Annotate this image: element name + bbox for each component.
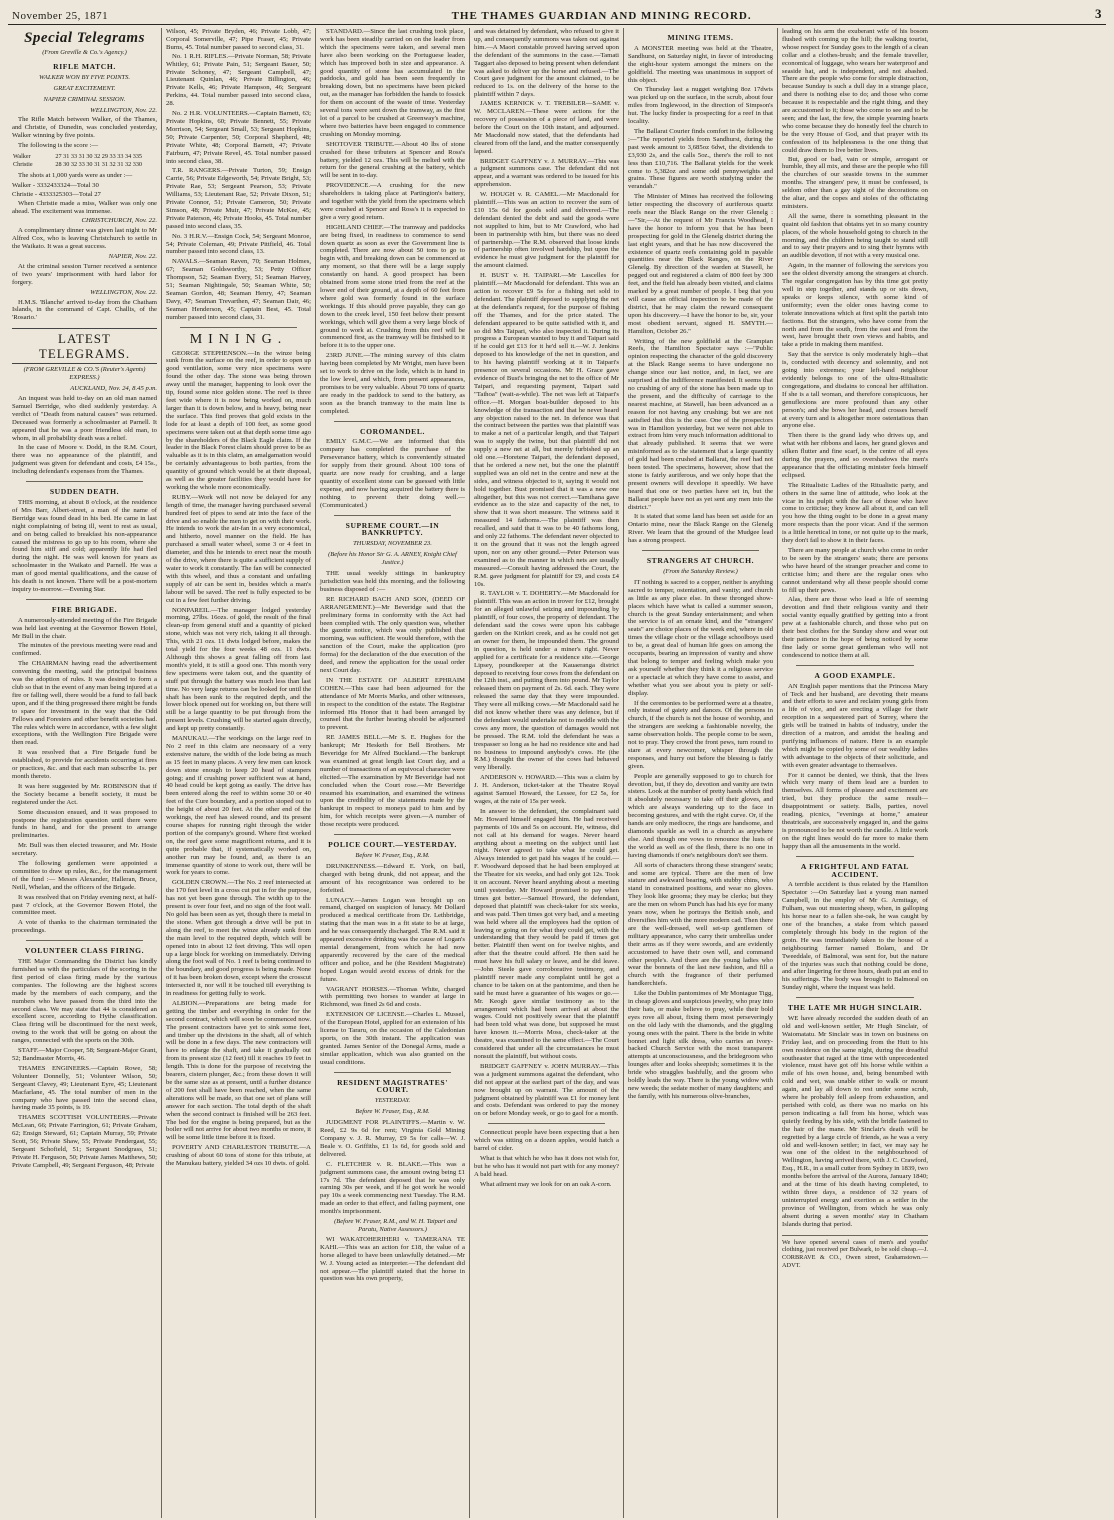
score-name: Walker (13, 153, 31, 161)
column-5 (624, 28, 778, 1518)
score-name: Christie (13, 160, 33, 168)
rifle-subheading-1: WALKER WON BY FIVE POINTS. (38, 73, 131, 81)
session-heading: NAPIER CRIMINAL SESSION. (43, 95, 126, 103)
late-sinclair-heading: THE LATE MR HUGH SINCLAIR. (787, 1003, 923, 1013)
score-line: Christie - 4333325303—Total 27 (12, 190, 101, 198)
paragraph: R. TAYLOR v. T. DOHERTY.—Mr Macdonald for plaintiff. This was an action in trover for £12, brought for an alleged unlawful seizing and impounding by plaintiff, of four cows, the property of defendant. The defendant said the cows were upon his cabbage garden on the Kirikiri creek, and as he could not get an owner for them, he impounded them. The ground in question, is held under a miner's right. Never applied for a certificate for a residence site.—George Lipsey, poundkeeper at the Kauaeranga district deposed to receiving four cows from the defendant on the 12th inst., and putting them into pound. Mr Taylor released them on payment of 2s. 6d. each. They were released the same day that they were impounded. They were all milking cows.—Mr Macdonald said he did not know whether there was any defence, but if the defendant would undertake not to meddle with the cows any more, the question of damages would not be pressed. The R.M. told the defendant he was a trespasser so long as he had no residence site and had no business to impound anybody's cows. He (the R.M.) thought the owner of the cows had behaved very liberally. (474, 590, 619, 772)
divider (334, 515, 451, 516)
paragraph: THIS morning, at about 8 o'clock, at the residence of Mrs Barr, Albert-street, a man of the name of Berridge was found dead in his bed. He came in last night complaining of being ill, went to rest as usual, and on being called to breakfast his non-appearance caused the mistress to go up to his room, where she found him stiff and cold; apparently life had fled during the night. He was well known for years as schoolmaster in the Waikato and Parnell. He was a man of good mental qualifications, and the cause of his death is not known. There will be a post-mortem inquiry to-morrow.—Evening Star. (12, 498, 157, 593)
score-values: 27 31 33 31 30 32 29 33 33 34 335 (55, 153, 143, 161)
paragraph: JUDGMENT FOR PLAINTIFFS.—Martin v. W. Reed, £2 9s 6d for rent; Virginia Gold Mining Company v. J. R. Murray, £9 5s for calls—W. J. Beale v. O. Griffiths, £1 1s 6d, for goods sold and delivered. (320, 1119, 465, 1158)
paragraph: H. BUST v. H. TAIPARI.—Mr Lascelles for plaintiff.—Mr Macdonald for defendant. This was an action to recover £9 5s for a fishing net sold to defendant. The plaintiff deposed to supplying the net at the defendant's request, for the purpose of fishing off the Thames, and for the price stated. The defendant appeared to be quite satisfied with it, and so did Mrs Taipari, who also inspected it. During its progress a European wanted to buy it and Taipari said if he could get £13 for it he'd sell it.—W. J. Jenkins deposed to his knowledge of the net in question, and to his having plaintiff working at it in Taipari's presence on several occasions. Mr H. Grace gave evidence of Bust's bringing the net to the office of Mr Taipari, and requesting payment, Taipari said "Taihoa" (wait-a-while). The net was left at Taipari's office.—H. Morgan boat-builder deposed to his knowledge of the transaction and that he never heard any objection raised to the net. In defence was that the contract between the parties was that plaintiff was to make a net of a particular length, and that Taipari was to supply the twine, but that plaintiff did not supply a new net at all, but merely furbished up an old one.—Horetene Taipari, the defendant deposed, that he ordered a new net, but the one the plaintiff supplied was an old net in the centre and new at the sides, and witness objected to it, saying it would not hold together. Bust promised that it was a new one altogether, but this was not correct.—Tamihana gave evidence as to the size and capacity of the net, to show that it was short measure. The witness said it measured 14 fathoms.—The plaintiff was then recalled, and said that it was to be 40 fathoms long, and only 22 fathoms. The defendant never objected to it on the ground that it was not the length agreed upon, nor on any other ground.—Peter Peterson was examined as to the manner in which nets are usually measured.—Consult having addressed the Court, the R.M. gave judgment for plaintiff for £9, and costs £4 10s. (474, 272, 619, 588)
paragraph: EXTENSION OF LICENSE.—Charles L. Mussel, of the European Hotel, applied for an extension of his license to Tararu, on the occasion of the Caledonian sports, on the 30th instant. The application was granted. James Senior of the Donegal Arms, made a similar application, which was also granted on the usual conditions. (320, 1011, 465, 1066)
paragraph: It is stated that some land has been set aside for an Ontario mine, near the Black Range on the Glenelg River. We learn that the ground of the Mudgee lead has a strong prospect. (628, 513, 773, 545)
paragraph: At the criminal session Turner received a sentence of two years' imprisonment with hard labor for forgery. (12, 262, 157, 286)
paragraph: In answer to the defendant, the complainant said Mr. Howard himself engaged him. He had received payments of 10s and 5s on account. He, witness, did not call at his demand for wages. Never heard anything about a meeting on the subject until last night. Never agreed to take what he could get. Always intended to get paid his wages if he could.—F. Woodward deposed that he had been employed at the Theatre for six weeks, and had only got 12s. Took it on account. Never heard anything about a meeting until yesterday. Mr Howard promised to pay when times got better.—Samuel Howard, the defendant, deposed that plaintiff was check-taker for six weeks, and was paid. Then times got very bad, and a meeting was held where all the employees had the option of leaving or going on for what they could get, with the understanding that they would be paid if times got better. Plaintiff then went on for twelve nights, and after that the theatre could afford. He then said he must have his full salary or leave, and he did leave. —John Steele gave corroborative testimony, and plaintiff never made any complaint until he got a chance to be taken on at the pantomime, and then he said he must have a guarantee of his wages or go.—Mr. Keogh gave similar testimony as to the arrangement which had been arrived at about the wages. Could not positively swear that the plaintiff had been told what was done, but supposed he must have known it.—Morris Moss, check-taker at the theatre, was examined to the same effect.—The Court considered that under all the circumstances he must nonsuit the plaintiff, but without costs. (474, 807, 619, 1060)
paragraph: WI WAKATOHERIHERI v. TAMERANA TE KAHI.—This was an action for £18, the value of a horse alleged to have been unlawfully detained.—Mr W. J. Young acted as interpreter.—The defendant did not appear.—The plaintiff stated that the horse in question was his own property, (320, 1235, 465, 1283)
good-example-heading: A GOOD EXAMPLE. (814, 670, 896, 680)
latest-telegrams-heading: LATEST TELEGRAMS. (12, 328, 157, 364)
paragraph: AN English paper mentions that the Princess Mary of Teck and her husband, are devoting their means and their efforts to save and reclaim young girls from a life of vice, and are erecting a village for their reception in a sequestered part of Surrey, where the girls will be trained in habits of industry, under the direction of a matron, and amidst the healing and purifying influences of nature. Here is an example which might be copied by some of our wealthy ladies with advantage to the objects of their solicitude, and with even greater advantage to themselves. (782, 682, 928, 769)
special-telegrams-heading: Special Telegrams (24, 30, 145, 46)
paragraph: T.R. RANGERS.—Private Turton, 59; Ensign Carrie, 56; Private Edgeworth, 54; Private Bright, 53; Private Rae, 53; Sergeant Pearson, 53; Private Williams, 53; Lieutenant Rae, 52; Private Dixon, 51; Private Connor, 51; Private Cameron, 50; Private Simson, 48; Private Muir, 47; Private McKee, 45; Private Paterson, 46; Private Hooks, 45. Total number passed into second class, 35. (166, 167, 311, 230)
rifle-match-heading: RIFLE MATCH. (53, 61, 116, 71)
coromandel-heading: COROMANDEL. (359, 426, 426, 436)
paragraph: ANDERSON v. HOWARD.—This was a claim by J. H. Anderson, ticket-taker at the Theatre Royal against Samuel Howard, the Lessee, for £2 5s, for wages, at the rate of 15s per week. (474, 774, 619, 805)
clothing-advertisement: We have opened several cases of men's and youths' clothing, just received per Bulwark, to be sold cheap.—J. CORBRAVE & CO., Owen street, Grahamstown.—ADVT. (782, 1235, 928, 1271)
paragraph: Then there is the grand lady who drives up, and what with her ribbons and laces, her grand gloves and silken flutter and fine scarf, is the centre of all eyes during the prayers, and so overshadows the men's appearance that the officiating minister feels himself eclipsed. (782, 432, 928, 479)
paragraph: STANDARD.—Since the last crushing took place, work has been steadily carried on on the leader from which the specimens were taken, and several men have also been working on the Portuguese leader, which has improved both in size and appearance. A good quantity of stone has accumulated in the paddocks, and gold has been seen frequently in breaking down, but no specimens have been picked out, as the manager has forbidden the hands to fossick for them on account of the waste of time. Yesterday several tons were sent down the tramway, as the first lot of a parcel to be crushed at Greenway's machine, where two batteries have been engaged to commence crushing on Monday morning. (320, 28, 465, 138)
paragraph: RUBY.—Work will not now be delayed for any length of time, the manager having purchased several hundred feet of pipes to send air into the face of the drive and so enable the men to get on with their work. He intends to work the air-fan in a very economical, and hitherto, novel manner on the field. He has purchased a small water wheel, some 3 or 4 feet in diameter, and this he intends to erect near the mouth of the drive, where there is quite a sufficient supply of water to work it constantly. The fan will be connected with this wheel, and thus a constant and unfailing supply of air can be sent in, besides which a man's labour will be saved. The reef is fully expected to be cut in a few feet further driving. (166, 493, 311, 604)
divider (488, 1123, 605, 1124)
paragraph: Writing of the new goldfield at the Grampian Reefs, the Hamilton Spectator says :—"Public opinion respecting the character of the gold discovery at the Black Range seems to have undergone no change since our last notice, and, in fact, we are surprised at the indifference manifested. It seems that no crushing of any of the stone has been made up to the present, and the difficulty of carriage to the nearest machine, at Stawell, has been advanced as a reason for not having any crushing; but we are not satisfied that this is the case. One of the prospectors was in Hamilton yesterday, but we were not able to extract from him very much information additional to that already published. It seems that we were misinformed as to the statement that a large quantity of gold had been crushed at Ballarat, the reef had not been tested. The specimens, however, show that the stone is fairly auriferous, and we only hope that the present owners will develope it speedily. We have heard that one or two parties have set in, but the Ballarat people have not as yet sent any men into the district." (628, 337, 773, 511)
paragraph: A complimentary dinner was given last night to Mr Alfred Cox, who is leaving Christchurch to settle in the Waikato. It was a great success. (12, 227, 157, 251)
paragraph: Alas, there are those who lead a life of seeming devotion and find their religious vanity and their social vanity equally gratified by getting into a front pew at a fashionable church, and those who put on their best clothes for the Sunday show and wear out their patience in the hope of being noticed by some fine lady or some great gentleman who will not condescend to notice them at all. (782, 596, 928, 659)
score-line: Walker - 3332433324—Total 30 (12, 181, 99, 189)
divider (334, 834, 451, 835)
table-row (12, 161, 157, 169)
paragraph: W. HOUGH v. R. CAMEL.—Mr Macdonald for plaintiff.—This was an action to recover the sum of £10 15s 6d for goods sold and delivered.—The defendant denied the debt and said the goods were not supplied to him, but to Mr Crawford, who had been in partnership with him, but there was no deed of partnership.—The R.M. observed that loose kinds of partnership often involved hardship, but upon the evidence he must give judgment for the plaintiff for the amount claimed. (474, 191, 619, 270)
score-values: 28 30 32 33 30 31 31 32 31 32 330 (55, 160, 143, 168)
paragraph: Like the Dublin pantomimes of Mr Montague Tigg, in cheap gloves and suspicious jewelry, who pray into their hats, or make believe to pray, while their bold eyes rove all about, fixing them most perseveringly on the old lady with the diamonds, and the giggling young ones with the paint. There is the bride in white bonnet and light silk dress, who carries an ivory-backed Church Service with the most transparent attempts at unconsciousness, and the bridegroom who lounges after and looks sheepish; sometimes it is the bride who straggles bashfully, and the groom who boldly leads the way. There is the young widow with new weeds; the sedate mother of many daughters; and the family, with his numerous olive-branches, (628, 990, 773, 1100)
paragraph: LUNACY.—James Logan was brought up on remand, charged on suspicion of lunacy. Mr Dollard produced a medical certificate from Dr. Lethbridge, stating that the man was in a fit state to be at large, and he was consequently discharged. The R.M. said it appeared excessive drinking was the cause of Logan's mental derangement, from which he had now apparently recovered by the care of the medical officer and police, and he (the Resident Magistrate) hoped Logan would avoid excess of drink for the future. (320, 896, 465, 983)
paragraph: leading on his arm the exuberant wife of his bosom flushed with coming up the hill; the walking tourist, whose respect for Sunday goes to the length of a clean collar and a clothes-brush; and the female traveller, economical of luggage, who wears her waterproof and seaside hat, and is independent, and not abashed. There are the people who come for simple distraction, because Sunday is such a dull day in a strange place, and there is nothing else to do; and those who come because it is respectable and the right thing, and they are accustomed to it; those who come to see and to be seen; and the last, the few, the simple yearning hearts who come because they do honestly feel the church to be the very House of God, and that prayer with its confession of its helplessness is the one thing that could draw them to live better lives. (782, 28, 928, 154)
paragraph: EMILY G.M.C.—We are informed that this company has completed the purchase of the Perseverance battery, which is conveniently situated for supply from their ground. About 100 tons of quartz are now ready for crushing, and a large quantity of excellent stone can be guessed with little expense, and now having acquired the battery there is nothing to prevent their doing well.—(Communicated.) (320, 438, 465, 509)
paragraph: In the case of Moore v. Dodd, in the R.M. Court, there was no appearance of the plaintiff, and judgment was given for defendant and costs, £4 15s., including defendant's expenses from the Thames. (12, 444, 157, 476)
divider (796, 665, 914, 666)
paragraph: (Before W. Fraser, R.M., and W. H. Taipari and Paratu, Native Assessors.) (334, 1218, 457, 1233)
paragraph: GEORGE STEPHENSON.—In the winze being sunk from the surface on the reef, in order to open up good ventilation, some very nice specimens were found the other day. The stone was being thrown away until the manager, happening to look over the tip, found some nice golden stone. The reef is three feet wide where it is now being worked on, much larger than it is down below, and is heavy, being near the surface. This find proves that gold exists in the lode for at least a depth of 100 feet, as some good specimens were taken out at that depth some time ago by the shareholders of the Black Eagle claim. If the leader in the Black Forest claim should prove to be as valuable as it is in this claim, an amalgamation would be certainly advantageous to both parties, from the quantity of ground which would be at their disposal, as well as the greater facilities they would have for working the whole more economically. (166, 349, 311, 491)
mining-heading: MINING. (189, 331, 288, 347)
paragraph: The shots at 1,000 yards were as under :— (18, 171, 133, 179)
sudden-death-heading: SUDDEN DEATH. (49, 487, 120, 497)
dateline: WELLINGTON, Nov. 22. (90, 106, 157, 114)
paragraph: The CHAIRMAN having read the advertisement convening the meeting, said the principal business was the adoption of rules. It was desired to form a club so that in the event of any man being injured at a fire or falling well, there would be a fund to fall back upon, and if the thing progressed there might be funds to spare for investment in the way that the Odd Fellows and Foresters and other benefit societies had. The rules which were in accordance, with a few slight exceptions, with the Wellington Fire Brigade were then read. (12, 660, 157, 747)
paragraph: RE JAMES BELL.—Mr S. E. Hughes for the bankrupt; Mr Hesketh for Bell Brothers. Mr Beveridge for Mr Alfred Buckland.—The bankrupt was examined at great length last Court day, and a number of transactions of an equivocal character were elicited.—The examination by Mr Beveridge had not concluded when the Court rose.—Mr Beveridge resumed his examination, and examined the witness upon the credibility of the statements made by the bankrupt in respect to moneys paid to him and by him, for which receipts were given.—A number of those receipts were produced. (320, 734, 466, 829)
paragraph: MANUKAU.—The workings on the large reef in No 2 reef in this claim are necessary of a very extensive nature, the width of the lode being as much as 15 feet in many places. A very few men can knock down stone enough to keep 20 head of stampers going; and if crushing power sufficient was at hand, 40 head could be kept going as easily. The drive has been entered along the reef to within some 30 or 40 feet of the Cure boundary, and a portion stoped out to the height of about 20 feet. At the other end of the workings, the reef has slewed round, and its present course shapes for running right through the wider portion of the company's ground. Where first worked on, the reef gave some magnificent returns, and it is quite probable that, if systematically worked on, another run may be found, and, as there is an immense quantity of stone to work out, there will be work for years to come. (166, 735, 311, 877)
page-number: 3 (1095, 6, 1102, 21)
volunteer-heading: VOLUNTEER CLASS FIRING. (24, 946, 145, 956)
paragraph: But, good or bad, vain or simple, arrogant or humble, they all mix, and these are the people who fill the churches of our seaside towns in the summer months. The strangers' pew, it must be confessed, is seldom other than a gay sight of the decorations on the altar, and the copes and stoles of the officiating ministers. (782, 155, 928, 210)
paragraph: POVERTY AND CHARLESTON TRIBUTE.—A crushing of about 60 tons of stone for this tribute, at the Manukau battery, yielded 34 ozs 10 dwts. of gold. (166, 1144, 311, 1168)
paragraph: The Rifle Match between Walker, of the Thames, and Christie, of Dunedin, was concluded yesterday, Walker winning by five points. (12, 116, 157, 140)
paragraph: THAMES SCOTTISH VOLUNTEERS.—Private McLean, 66; Private Farrington, 61; Private Graham, 62; Ensign Steward, 61; Captain Murray, 59; Private Scott, 56; Private Shaw, 55; Private Pendergast, 55; Sergeant Schofield, 51; Sergeant Snodgrass, 51; Private H. Ferguson, 50; Private James Matthews, 50; Private Campbell, 49; Sergeant Ferguson, 48; Private (12, 1114, 157, 1169)
paragraph: A numerously-attended meeting of the Fire Brigade was held last evening at the Governor Bowen Hotel, Mr Bull in the chair. (12, 616, 157, 640)
paragraph: BRIDGET GAFFNEY v. J. MURRAY.—This was a judgment summons case. The defendant did not appear, and a warrant was ordered to be issued for his apprehension. (474, 157, 619, 189)
paragraph: For it cannot be denied, we think, that the lives which very many of them lead are a burden to themselves. All forms of pleasure and excitement are tried, but they produce the same result—disappointment or satiety. Balls, parties, novel reading, picnics, "evenings at home," amateur theatricals, are successively engaged in, and the gains is pronounced to be not worth the candle. A little work on the right lines would do far more to make them happy than all the amusements in the world. (782, 771, 928, 850)
table-row (12, 153, 157, 161)
paragraph: THE Major Commanding the District has kindly furnished us with the particulars of the scoring in the first period of class firing made by the various companies. The following are the highest scores made by the members of each company, and the numbers who have passed from the third into the second class. We may state that 44 is considered an excellent score, according to Hythe classification. Class firing will be discontinued for the next week, owing to the work that will be going on about the ranges, connected with the sports on the 30th. (12, 958, 157, 1045)
column-3 (316, 28, 470, 1518)
paragraph: 23RD JUNE.—The mining survey of this claim having been completed by Mr Wright, men have been set to work to drive on the lode, which is in hand in the low level, and which, from present appearances, promises to be very valuable. About 70 tons of quartz are ready in the paddock to send to the battery, as soon as the branch tramway to the main line is completed. (320, 352, 465, 415)
paragraph: No. 3 H.R.V.—Ensign Cock, 54; Sergeant Monroe, 54; Private Coleman, 49; Private Pittfield, 46. Total number passed into second class, 13. (166, 232, 311, 256)
paragraph: Mr. Bull was then elected treasurer, and Mr. Hosie secretary. (12, 842, 157, 858)
paragraph: RE RICHARD BACH AND SON, (DEED OF ARRANGEMENT.)—Mr Beveridge said that the preliminary forms in conformity with the Act had been complied with. The only question was, whether the gazette notice, which was only published that morning, was sufficient. He would therefore, with the sanction of the Court, make the application (pro forma) for the declaration of the due execution of the deed, and renew the application for the usual order next Court day. (320, 595, 465, 674)
supreme-court-date: THURSDAY, NOVEMBER 23. (353, 540, 432, 548)
strangers-heading: STRANGERS AT CHURCH. (646, 556, 755, 566)
paragraph: The following gentlemen were appointed a committee to draw up rules, &c., for the management of the fund :— Messrs Alexander, Halleran, Bruce, Neill, Whelan, and the officers of the Brigade. (12, 860, 157, 891)
resident-before: Before W. Fraser, Esq., R.M. (355, 1108, 430, 1116)
resident-subheading: YESTERDAY. (374, 1097, 411, 1105)
paragraph: Again, in the manner of following the services you see the oldest diversity among the strangers at church. The regular congregation has by this time got pretty well in step together, and stands up or sits down, speaks or keeps silence, with some kind of uniformity; even the older ones having come to tolerate innovations which at first split the parish into factions. But the strangers, who have come from the north and from the south, from the east and from the west, have brought their own views and habits, and take a pride in making them manifest. (782, 262, 928, 349)
paragraph: HIGHLAND CHIEF.—The tramway and paddocks are being fixed, in readiness to commence to send down quartz as soon as ever the Government line is completed. There are now about 50 tons to go to begin with, and breaking down can be commenced at any moment, so that there will be a large supply constantly on hand. A good prospect has been obtained from some stone tried from the reef at the lower end of their ground, at a depth of 60 feet from where gold was formerly found in the surface workings. If this should prove payable, they can go down to the creek level, 150 feet below their present workings, which will give them a very large block of ground to work at. Crushing from this reef will be commenced first, as the tramway will be finished to it before it is to the upper one. (320, 223, 465, 350)
divider (642, 550, 759, 551)
masthead (8, 4, 1106, 25)
paragraph: Say that the service is only moderately high—that is, conducted with decency and solemnity, and not going into extremes; your left-hand neighbour evidently belongs to one of the ultra-Ritualistic congregations, and disdains to conceal her affiliation. If she is a tall woman, and therefore conspicuous, her genuflexions are more profound than any other person's; and she bows her head, and crosses herself at every turn and is altogether more ostentatious than anyone else. (782, 351, 928, 430)
column-4 (470, 28, 624, 1518)
paragraph: VAGRANT HORSES.—Thomas White, charged with permitting two horses to wander at large in Richmond, was fined 2s 6d and costs. (320, 985, 465, 1009)
paragraph: On Thursday last a nugget weighing 8oz 17dwts was picked up on the surface, in the scrub, about four miles from Inglewood, in the direction of Simpson's hut. The lucky finder is prospecting for a reef in that locality. (628, 86, 773, 126)
paragraph: The Minister of Mines has received the following letter respecting the discovery of auriferous quartz reefs near the Black Range on the river Glenelg :—"Sir,—At the request of Mr Francis Woodhead, I have the honor to inform you that he has been prospecting for gold in the Glenelg district during the last eight years, and that he has now discovered the existence of quartz reefs containing gold in payable quantities near the Black Ranges, on the River Glenelg. By direction of the warden at Stawell, he pegged out and registered a claim of 800 feet by 300 feet, and the field has already been visited, and claims marked by a great number of people. I beg that you will cause an official inspection to be made of the district, that he may claim the reward consequent upon his discovery.—I have the honor to be, sir, your most obedient servant, signed H. SMYTH.—Hamilton, October 26." (628, 193, 773, 335)
paragraph: A vote of thanks to the chairman terminated the proceedings. (12, 919, 157, 935)
supreme-court-before: (Before his Honor Sir G. A. ARNEY, Knight Chief Justice.) (328, 551, 457, 567)
newspaper-title: THE THAMES GUARDIAN AND MINING RECORD. (451, 10, 752, 22)
paragraph: People are generally supposed to go to church for devotion, but, if they do, devotion and vanity are twin sisters. Look at the number of pretty hands which find it absolutely necessary to take off their gloves, and which are always wandering up to the face in becoming gestures, and with the right curve. Or, if the hands are only mediocre, the rings are handsome, and diamonds sparkle as well in a church as anywhere else. And though one vows to renounce the lusts of the world as well as of the flesh, there is no one in having diamonds if one's neighbours don't see them. (628, 772, 773, 859)
paragraph: Connecticut people have been expecting that a hen which was sitting on a dozen apples, would hatch a barrel of cider. (474, 1129, 619, 1153)
paragraph: What ailment may we look for on an oak A-corn. (480, 1180, 612, 1188)
paragraph: A terrible accident is thus related by the Hamilton Spectator :—On Saturday last a young man named Campbell, in the employ of Mr G. Armitage, of Fulham, was out mustering sheep, when, in galloping his horse near to a fallen she-oak, he was caught by one of the branches, a stake from which passed completely through his body in the region of the groin. He was immediately taken to the house of a neighbouring farmer named Bolam, and Dr Tweeddale, of Balmoral, was sent for, but the nature of the injuries was such that nothing could be done, and after lingering for three hours, death put an end to his sufferings. The body was brought to Balmoral on Sunday night, where the inquest was held. (782, 881, 928, 992)
paragraph: Wilson, 45; Private Bryden, 46; Private Lobb, 47; Corporal Somerville, 47; Pipe Fraser, 45; Private Burns, 45. Total number passed to second class, 31. (166, 28, 311, 51)
paragraph: H.M.S. 'Blanche' arrived to-day from the Chatham Islands, in the command of Capt. Challis, of the 'Rosario.' (12, 298, 157, 322)
paragraph: No. 2 H.R. VOLUNTEERS.—Captain Barnett, 63; Private Hopkins, 60; Private Bennett, 55; Private Morrison, 54; Sergeant Small, 53; Sergeant Hopkins, 50; Private Carpenter, 50; Corporal Shepherd, 48; Private White, 48; Corporal Barnett, 47; Private Fairburn, 47; Private Revel, 45. Total number passed into second class, 38. (166, 110, 311, 165)
score-table (12, 153, 157, 169)
supreme-court-heading: SUPREME COURT.—IN BANKRUPTCY. (345, 520, 440, 538)
paragraph: What is that which he who has it does not wish for, but he who has it would not part with for any money? A bald head. (474, 1154, 619, 1178)
divider (26, 599, 143, 600)
divider (26, 481, 143, 482)
divider (334, 1072, 451, 1073)
paragraph: Some discussion ensued, and it was proposed to postpone the registration question until there were funds in hand, and for the present to arrange preliminaries. (12, 808, 157, 840)
divider (334, 421, 451, 422)
paragraph: GOLDEN CROWN.—The No. 2 reef intersected at the 170 feet level in a cross cut put in for the purpose, has not yet been gone through. The width up to the present is over four feet, and no sign of the foot wall. No gold has been seen as yet, though there is metal in the stone. When got through a drive will be put in along the reef, to meet the winze already sunk from the main level to the required depth, which will be opened into in about 12 feet driving. This will open up a large block for working on immediately. Driving along the foot wall of No. 1 reef is being continued to the boundary, and good progress is being made. None of it has been broken down, except where the crosscut intersected it, nor will it be touched till everything is in readiness for getting fully to work. (166, 879, 311, 998)
paragraph: No. 1 R.H. RIFLES.—Private Norman, 58; Private Whitley, 61; Private Pain, 51; Sergeant Bauer, 50; Private Schoney, 47; Sergeant Campbell, 47; Lieutenant Quinlan, 46; Private Billington, 46; Private Kells, 46; Private Hampson, 46; Sergeant Perkins, 44. Total number passed into second class, 28. (166, 52, 311, 108)
paragraph: When Christie made a miss, Walker was only one ahead. The excitement was immense. (12, 199, 157, 215)
paragraph: NAVALS.—Seaman Raven, 70; Seaman Holmes, 67; Seaman Goldsworthy, 53; Petty Officer Thompson, 52; Seaman Every, 51; Seaman Harvey, 51; Seaman Nightingale, 50; Seaman White, 50; Seaman Gordon, 48; Seaman Henry, 47; Seaman Davy, 47; Seaman Trevarthen, 47; Seaman Dair, 46; Seaman Henderson, 45; Captain Best, 45. Total number passed into second class, 31. (166, 258, 311, 321)
paragraph: If the ceremonies to be performed were at a theatre, only instead of gaiety and dances. Of the persons in church, if the church is not the house of worship, and the strangers are seeking a fashionable novelty, the same observation holds. The people come to be seen, not to pray. They crowd the front pews, turn round to stare at every newcomer, whisper through the responses, and hurry out before the blessing is fairly given. (628, 699, 773, 770)
paragraph: DRUNKENNESS.—Edward E. York, on bail, charged with being drunk, did not appear, and the amount of his recognizance was ordered to be forfeited. (320, 862, 465, 894)
dateline: CHRISTCHURCH, Nov. 22. (81, 217, 157, 225)
mining-items-heading: MINING ITEMS. (667, 33, 734, 42)
paragraph: BRIDGET GAFFNEY v. JOHN MURRAY.—This was a judgment summons against the defendant, who did not appear at the earliest part of the day, and was now brought up on warrant. The amount of the judgment obtained by plaintiff was £1 for money lent and costs. Defendant was ordered to pay the money on or before Monday week, or go to gaol for a month. (474, 1062, 619, 1118)
strangers-source: (From the Saturday Review.) (663, 568, 738, 575)
dateline: AUCKLAND, Nov. 24, 8.45 p.m. (70, 385, 157, 393)
paragraph: The Ballarat Courier finds comfort in the following :—"The reported yields from Sandhurst, during the past week amount to 3,685oz 6dwt, the dividends to £3,930 2s, and the calls 5oz., there's the roll to not less than £10,716. The Ballarat yields for the week come to 5,382oz and some odd pennyweights and grains. These figures are worth studying under the verandah." (628, 127, 773, 191)
issue-date: November 25, 1871 (12, 10, 109, 22)
paragraph: STAFF.—Major Cooper, 58; Sergeant-Major Grant, 52; Bandmaster Morris, 46. (12, 1047, 157, 1062)
column-6 (778, 28, 932, 1518)
paragraph: It was resolved that a Fire Brigade fund be established, to provide for accidents occurring at fires or practices, &c. and that each man subscribe 1s. per month thereto. (12, 749, 157, 780)
paragraph: THE usual weekly sittings in bankruptcy jurisdiction was held this morning, and the following business disposed of :— (320, 570, 465, 593)
frightful-accident-heading: A FRIGHTFUL AND FATAL ACCIDENT. (800, 861, 910, 879)
paragraph: NONPAREIL.—The manager lodged yesterday morning, 27lbs. 16ozs. of gold, the result of the final clean-up from general stuff and a quantity of picked stone, which was not very rich, taking it all through. This, with 21 ozs. 11 dwts lodged before, makes the total yield for the four weeks 48 ozs. 11 dwts. Although this shows a great falling off from last month's yield, it is still a good one. This month very few specimens were taken out, and the quantity of stuff put through the battery was much less than last time. No very large returns can be looked for until the shaft has been sunk to the required depth, and the lower block opened out for working on, but there will still be a large quantity to be put through from the present levels. Crushing will be started again directly, and kept up pretty constantly. (166, 606, 311, 733)
paragraph: PROVIDENCE.—A crushing for the new shareholders is taking place at Partington's battery, and together with the yield from the specimens which were crushed at Spencer and Ross's it is expected to give a very good return. (320, 182, 465, 221)
paragraph: A MONSTER meeting was held at the Theatre, Sandhurst, on Saturday night, in favor of introducing the eight-hour system amongst the miners on the goldfield. The meeting was unanimous in support of this object. (628, 44, 773, 84)
paragraph: It was here suggested by Mr. ROBINSON that if the Society became a benefit society, it must be registered under the Act. (12, 782, 157, 806)
paragraph: ALBION.—Preparations are being made for getting the timber and everything in order for the second contract, which will soon be commenced now. The present contractors have yet to sink some feet, and timber up the divisions in the shaft, all of which will be done in a few days. The new contractors will have to enlarge the shaft, and take it gradually out from its present size (12 feet) till it reaches 19 feet in length. This is done for the purpose of receiving the bearers, cistern plunger, &c.; from these down it will be the same size as at present, until a further distance of 200 feet shall have been reached, when the same alterations will be made, so that one set of plans will answer for each section. The total depth of the shaft when the second contract is finished will be 263 feet. The bed for the engine is being prepared, but as the boiler will not arrive for about two months or more, it will be some little time before it is fixed. (166, 999, 311, 1142)
paragraph: THAMES ENGINEERS.—Captain Rowe, 58; Volunteer Donnelly, 51; Volunteer Wilson, 50; Sergeant Clavey, 49; Lieutenant Eyre, 45; Lieutenant Macfarlane, 45. The total number of men in the company who have passed into the second class, having made 35 points, is 19. (12, 1064, 157, 1112)
paragraph: All sorts of characters throng these strangers' seats; and some are typical. There are the men of low stature and awkward bearing, with stubby chins, who stand in constrained positions, and wear no gloves. They look like grooms; they may be clerks; but they are the men on whom Punch has had his eye for many years now, when he portrays the British snob, and diversifies him with the more modern cad. Then there are the well-dressed, well set-up gentlemen of military appearance, who carry their umbrellas under their arms as if they were swords, and are evidently accustomed to have their own will, and command other people's. And there are the young ladies who wear the bonnets of the last new fashion, and fill a church with the fragrance of their perfumed handkerchiefs. (628, 861, 773, 988)
paragraph: IT nothing is sacred to a copper, neither is anything sacred to temper, ostentation, and vanity; and church as little as any place else. In these thronged show-places which have what is called a summer season, church is the great Sunday entertainment; and when the service is of an ornate kind, and the "strangers' seats" are choice places of the week end, where in old times the village choir or the village schoolboys used to be, a great deal of human life goes on among the occupants, bearing an impression of vanity and show that belong to temper and feeling which make you ask yourself whether they think it a religious service or a spectacle at which they have come to assist, and whether what you see about you is piety or self-display. (628, 578, 773, 697)
paragraph: WE have already recorded the sudden death of an old and well-known settler, Mr Hugh Sinclair, of Waiomatatu. Mr Sinclair was in town on business on Friday last, and on proceeding from the Hutt to his own residence on the same night, during the dreadful southeaster that raged at the time with unprecedented violence, must have got off his horse while within a mile of his own house, and, being benumbed with cold and wet, was unable either to walk or mount again, and lay all down to rest under some scrub, where he probably fell asleep from exhaustion, and perished with cold, as there was no marks on his person indicating a fall from his horse, which was quietly feeding by his side, with the bridle fastened to the hair of the mane. Mr Sinclair's death will be regretted by a large circle of friends, as he was a very old and well-known settler; in fact, we may say he was one of the oldest in the neighbourhood of Wellington, having arrived there, with J. C. Crawford, Esq., H.R., in a small cutter from Sydney in 1839, two months before the arrival of the Aurora, January 1840; and at the time of his death having completed, to within three days, a residence of 32 years of uninterrupted energy and exertion as a settler in the province of Wellington, from which he was only absent during a seven months' stay in Chatham Islands during that period. (782, 1015, 928, 1228)
agency-note: (From Greville & Co.'s Agency.) (42, 49, 127, 56)
paragraph: It was resolved that on Friday evening next, at half-past 7 o'clock, at the Governor Bowen Hotel, the committee meet. (12, 893, 157, 917)
paragraph: All the same, there is something pleasant in the quaint old fashion that obtains yet in so many country places, of the whole household going to church in the morning, and the children being taught to stand still and to say their prayers and to sing their hymns with an audible devotion, if not with a very musical one. (782, 212, 928, 260)
paragraph: C. FLETCHER v. R. BLAKE.—This was a judgment summons case, the amount owing being £1 17s 7d. The defendant deposed that he was only earning 30s per week, and if he got work he would pay 10s a week commencing next Tuesday. The R.M. made an order to that effect, and failing payment, one month's imprisonment. (320, 1160, 465, 1216)
paragraph: IN THE ESTATE OF ALBERT EPHRAIM COHEN.—This case had been adjourned for the attendance of Mr Morris Marks, and other witnesses, in respect to the condition of the estate. The Registrar informed His Honor that it had been arranged by counsel that the further hearing should be adjourned to prevent. (320, 676, 465, 732)
paragraph: The Ritualistic Ladies of the Ritualistic party, and others in the same line of attitude, who look at the vicar in his pulpit with the face of those who have come to criticise; they know all about it, and can tell you how the thing ought to be done in a great many more respects than the poor vicar. And if the sermon is a little heretical in tone, or not quite up to the mark, they don't fail to show it in their faces. (782, 481, 928, 545)
dateline: WELLINGTON, Nov. 22. (90, 288, 157, 296)
column-1 (8, 28, 162, 1518)
paragraph: There are many people at church who come in order to be seen by the strangers' seats; there are persons who have heard of the stranger preacher and come to criticise him; and there are the regular ones who cannot understand why all these people should come to fill up their pews. (782, 547, 928, 594)
resident-magistrates-heading: RESIDENT MAGISTRATES' COURT. (337, 1077, 448, 1095)
police-court-heading: POLICE COURT.—YESTERDAY. (328, 840, 457, 850)
divider (180, 327, 297, 328)
dateline: NAPIER, Nov. 22. (108, 253, 157, 261)
column-2 (162, 28, 316, 1518)
paragraph: JAMES KERNICK v. T. TREBILER—SAME v. W. MCCLAREN.—These were actions for the recovery of possession of a piece of land, and were before the Court on the 10th instant, and adjourned. Mr Macdonald now stated, that the defendants had cleared from off the land, and the matter consequently lapsed. (474, 100, 619, 155)
divider (796, 856, 914, 857)
police-court-before: Before W. Fraser, Esq., R.M. (355, 852, 430, 859)
paragraph: An inquest was held to-day on an old man named Samuel Berridge, who died suddenly yesterday. A verdict of "Death from natural causes" was returned. Deceased was formerly a schoolmaster at Parnell. It appeared that he was a poor friendless old man, to whom, in all probability death was a relief. (12, 395, 157, 442)
agency-note: (FROM GREVILLE & CO.'S (Reuter's Agents) EXPRESS.) (23, 366, 146, 382)
paragraph: The following is the score :— (18, 142, 99, 150)
paragraph: and was detained by defendant, who refused to give it up, and consequently summons was taken out against him.—A Maori constable proved having served upon the defendant of the summons in the case.—Tamati Taggart also deposed to being present when defendant was asked to deliver up the horse and refused.—The Court gave judgment for the amount claimed, to be reduced to 1s. on the delivery of the horse to the plaintiff within 7 days. (474, 28, 619, 99)
paragraph: SHOTOVER TRIBUTE.—About 40 lbs of stone crushed for these tributers at Spencer and Ross's battery, yielded 12 ozs. This will be melted with the return for the general crushing at the battery, which will be sent in to-day. (320, 140, 465, 180)
paragraph: The minutes of the previous meeting were read and confirmed. (12, 642, 157, 658)
columns (8, 28, 1106, 1518)
divider (26, 940, 143, 941)
fire-brigade-heading: FIRE BRIGADE. (51, 604, 118, 614)
divider (796, 997, 914, 998)
rifle-subheading-2: GREAT EXCITEMENT. (53, 84, 116, 92)
